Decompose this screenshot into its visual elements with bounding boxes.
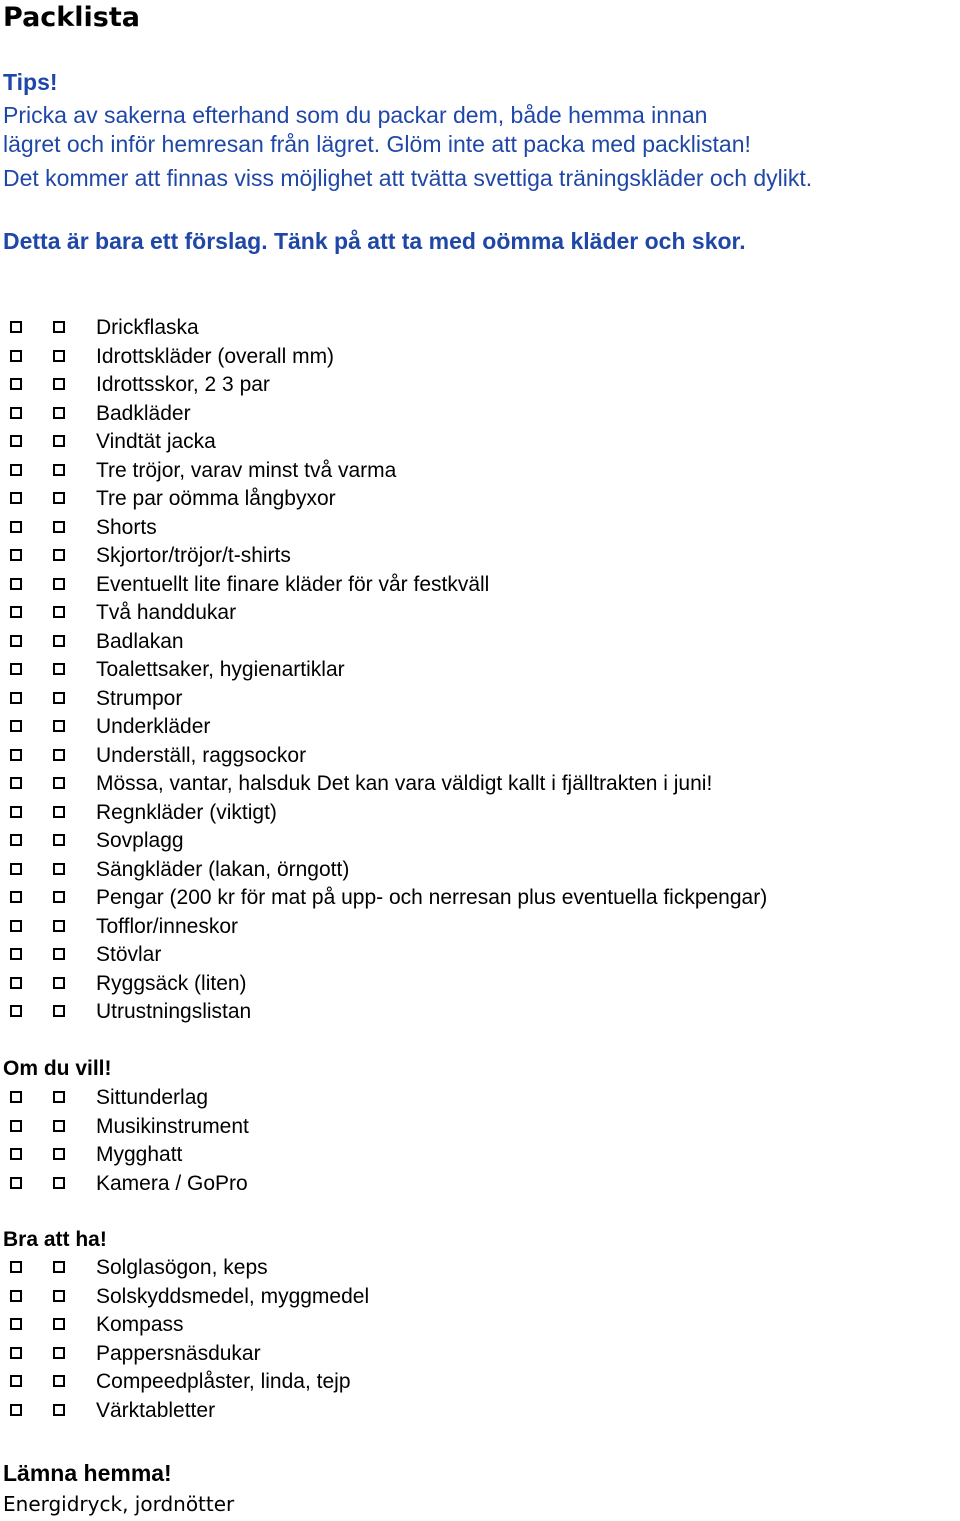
checklist-item-label: Badlakan (96, 629, 184, 653)
checkbox-icon[interactable] (10, 692, 22, 704)
checkbox-icon[interactable] (53, 891, 65, 903)
checklist-item-label: Pappersnäsdukar (96, 1341, 261, 1365)
checkbox-icon[interactable] (10, 1404, 22, 1416)
checklist-item-label: Två handdukar (96, 601, 237, 624)
checkbox-icon[interactable] (53, 521, 65, 533)
checkbox-icon[interactable] (10, 977, 22, 989)
checklist-item-label: Stövlar (96, 943, 162, 966)
checklist-item-label: Mössa, vantar, halsduk Det kan vara väldigt kallt i fjälltrakten i juni! (96, 772, 713, 795)
checklist-item-label: Strumpor (96, 686, 183, 710)
checkbox-icon[interactable] (53, 321, 65, 333)
checkbox-icon[interactable] (53, 1375, 65, 1387)
checkbox-icon[interactable] (10, 663, 22, 675)
checkbox-icon[interactable] (10, 321, 22, 333)
checkbox-icon[interactable] (53, 464, 65, 476)
tips-line: Det kommer att finnas viss möjlighet att tvätta svettiga träningskläder och dylikt. (3, 165, 813, 191)
checkbox-icon[interactable] (53, 578, 65, 590)
checklist-item-label: Solskyddsmedel, myggmedel (96, 1284, 370, 1308)
checkbox-icon[interactable] (10, 407, 22, 419)
checklist-item-label: Vindtät jacka (96, 430, 216, 453)
checklist-item-label: Kamera / GoPro (96, 1171, 248, 1195)
tips-heading: Tips! (3, 69, 58, 95)
checkbox-icon[interactable] (53, 378, 65, 390)
checkbox-icon[interactable] (10, 1005, 22, 1017)
checklist-item-label: Värktabletter (96, 1398, 216, 1422)
checklist-item-label: Musikinstrument (96, 1114, 249, 1138)
checklist-item-label: Tre tröjor, varav minst två varma (96, 458, 397, 482)
checkbox-icon[interactable] (53, 863, 65, 875)
checkbox-icon[interactable] (53, 1261, 65, 1273)
checkbox-icon[interactable] (53, 1148, 65, 1160)
checkbox-icon[interactable] (53, 350, 65, 362)
checklist-item-label: Sovplagg (96, 829, 184, 852)
checkbox-icon[interactable] (10, 863, 22, 875)
checkbox-icon[interactable] (10, 1318, 22, 1330)
checkbox-icon[interactable] (53, 549, 65, 561)
checklist-item-label: Utrustningslistan (96, 1000, 252, 1023)
checkbox-icon[interactable] (53, 777, 65, 789)
checklist-item-label: Regnkläder (viktigt) (96, 800, 277, 824)
checkbox-icon[interactable] (10, 435, 22, 447)
checkbox-icon[interactable] (53, 635, 65, 647)
checkbox-icon[interactable] (10, 606, 22, 618)
good-to-have-heading: Bra att ha! (3, 1228, 107, 1251)
checkbox-icon[interactable] (53, 720, 65, 732)
checkbox-icon[interactable] (10, 1177, 22, 1189)
checkbox-icon[interactable] (10, 350, 22, 362)
checkbox-icon[interactable] (53, 1404, 65, 1416)
checkbox-icon[interactable] (53, 806, 65, 818)
checkbox-icon[interactable] (10, 891, 22, 903)
checklist-item-label: Underställ, raggsockor (96, 743, 307, 767)
checkbox-icon[interactable] (53, 1318, 65, 1330)
checklist-item-label: Skjortor/tröjor/t-shirts (96, 544, 291, 567)
checklist-item-label: Drickflaska (96, 316, 199, 339)
checklist-item-label: Badkläder (96, 401, 191, 425)
checkbox-icon[interactable] (10, 806, 22, 818)
checkbox-icon[interactable] (53, 663, 65, 675)
checklist-item-label: Shorts (96, 515, 157, 539)
checkbox-icon[interactable] (53, 606, 65, 618)
checklist-item-label: Underkläder (96, 715, 211, 738)
tips-line: Pricka av sakerna efterhand som du packar dem, både hemma innan (3, 102, 708, 128)
checkbox-icon[interactable] (10, 1120, 22, 1132)
checkbox-icon[interactable] (10, 1148, 22, 1160)
checklist-item-label: Idrottskläder (overall mm) (96, 344, 335, 368)
checkbox-icon[interactable] (53, 1290, 65, 1302)
checkbox-icon[interactable] (53, 920, 65, 932)
checkbox-icon[interactable] (10, 948, 22, 960)
checklist-item-label: Ryggsäck (liten) (96, 971, 247, 995)
checkbox-icon[interactable] (53, 1177, 65, 1189)
checkbox-icon[interactable] (10, 635, 22, 647)
checkbox-icon[interactable] (53, 1347, 65, 1359)
checkbox-icon[interactable] (53, 834, 65, 846)
page-title: Packlista (3, 2, 140, 33)
checkbox-icon[interactable] (10, 1347, 22, 1359)
checkbox-icon[interactable] (53, 977, 65, 989)
checkbox-icon[interactable] (10, 920, 22, 932)
checkbox-icon[interactable] (10, 1261, 22, 1273)
checklist-item-label: Toalettsaker, hygienartiklar (96, 658, 345, 681)
checkbox-icon[interactable] (10, 578, 22, 590)
checkbox-icon[interactable] (10, 1290, 22, 1302)
checklist-item-label: Idrottsskor, 2 3 par (96, 373, 270, 396)
checkbox-icon[interactable] (53, 1005, 65, 1017)
checkbox-icon[interactable] (53, 407, 65, 419)
checkbox-icon[interactable] (10, 464, 22, 476)
leave-home-heading: Lämna hemma! (3, 1460, 172, 1486)
checklist-item-label: Sittunderlag (96, 1086, 209, 1109)
checkbox-icon[interactable] (53, 692, 65, 704)
leave-home-text: Energidryck, jordnötter (3, 1492, 235, 1516)
checkbox-icon[interactable] (53, 492, 65, 504)
checkbox-icon[interactable] (53, 749, 65, 761)
checkbox-icon[interactable] (53, 1120, 65, 1132)
checkbox-icon[interactable] (53, 948, 65, 960)
checklist-item-label: Sängkläder (lakan, örngott) (96, 857, 350, 881)
checkbox-icon[interactable] (10, 492, 22, 504)
checkbox-icon[interactable] (53, 1091, 65, 1103)
checklist-item-label: Eventuellt lite finare kläder för vår festkväll (96, 572, 490, 596)
optional-heading: Om du vill! (3, 1057, 112, 1080)
checklist-item-label: Mygghatt (96, 1143, 183, 1166)
checkbox-icon[interactable] (10, 749, 22, 761)
checklist-item-label: Kompass (96, 1313, 184, 1336)
checkbox-icon[interactable] (10, 1375, 22, 1387)
checkbox-icon[interactable] (10, 834, 22, 846)
tips-line: lägret och inför hemresan från lägret. Glöm inte att packa med packlistan! (3, 131, 751, 157)
checklist-item-label: Tre par oömma långbyxor (96, 487, 336, 510)
checkbox-icon[interactable] (10, 549, 22, 561)
checklist-item-label: Solglasögon, keps (96, 1256, 268, 1279)
checklist-item-label: Pengar (200 kr för mat på upp- och nerresan plus eventuella fickpengar) (96, 886, 768, 909)
tips-note: Detta är bara ett förslag. Tänk på att ta med oömma kläder och skor. (3, 228, 746, 254)
checkbox-icon[interactable] (10, 720, 22, 732)
checkbox-icon[interactable] (10, 777, 22, 789)
checkbox-icon[interactable] (53, 435, 65, 447)
checklist-item-label: Tofflor/inneskor (96, 914, 239, 938)
checkbox-icon[interactable] (10, 378, 22, 390)
checkbox-icon[interactable] (10, 1091, 22, 1103)
checkbox-icon[interactable] (10, 521, 22, 533)
checklist-item-label: Compeedplåster, linda, tejp (96, 1370, 351, 1393)
